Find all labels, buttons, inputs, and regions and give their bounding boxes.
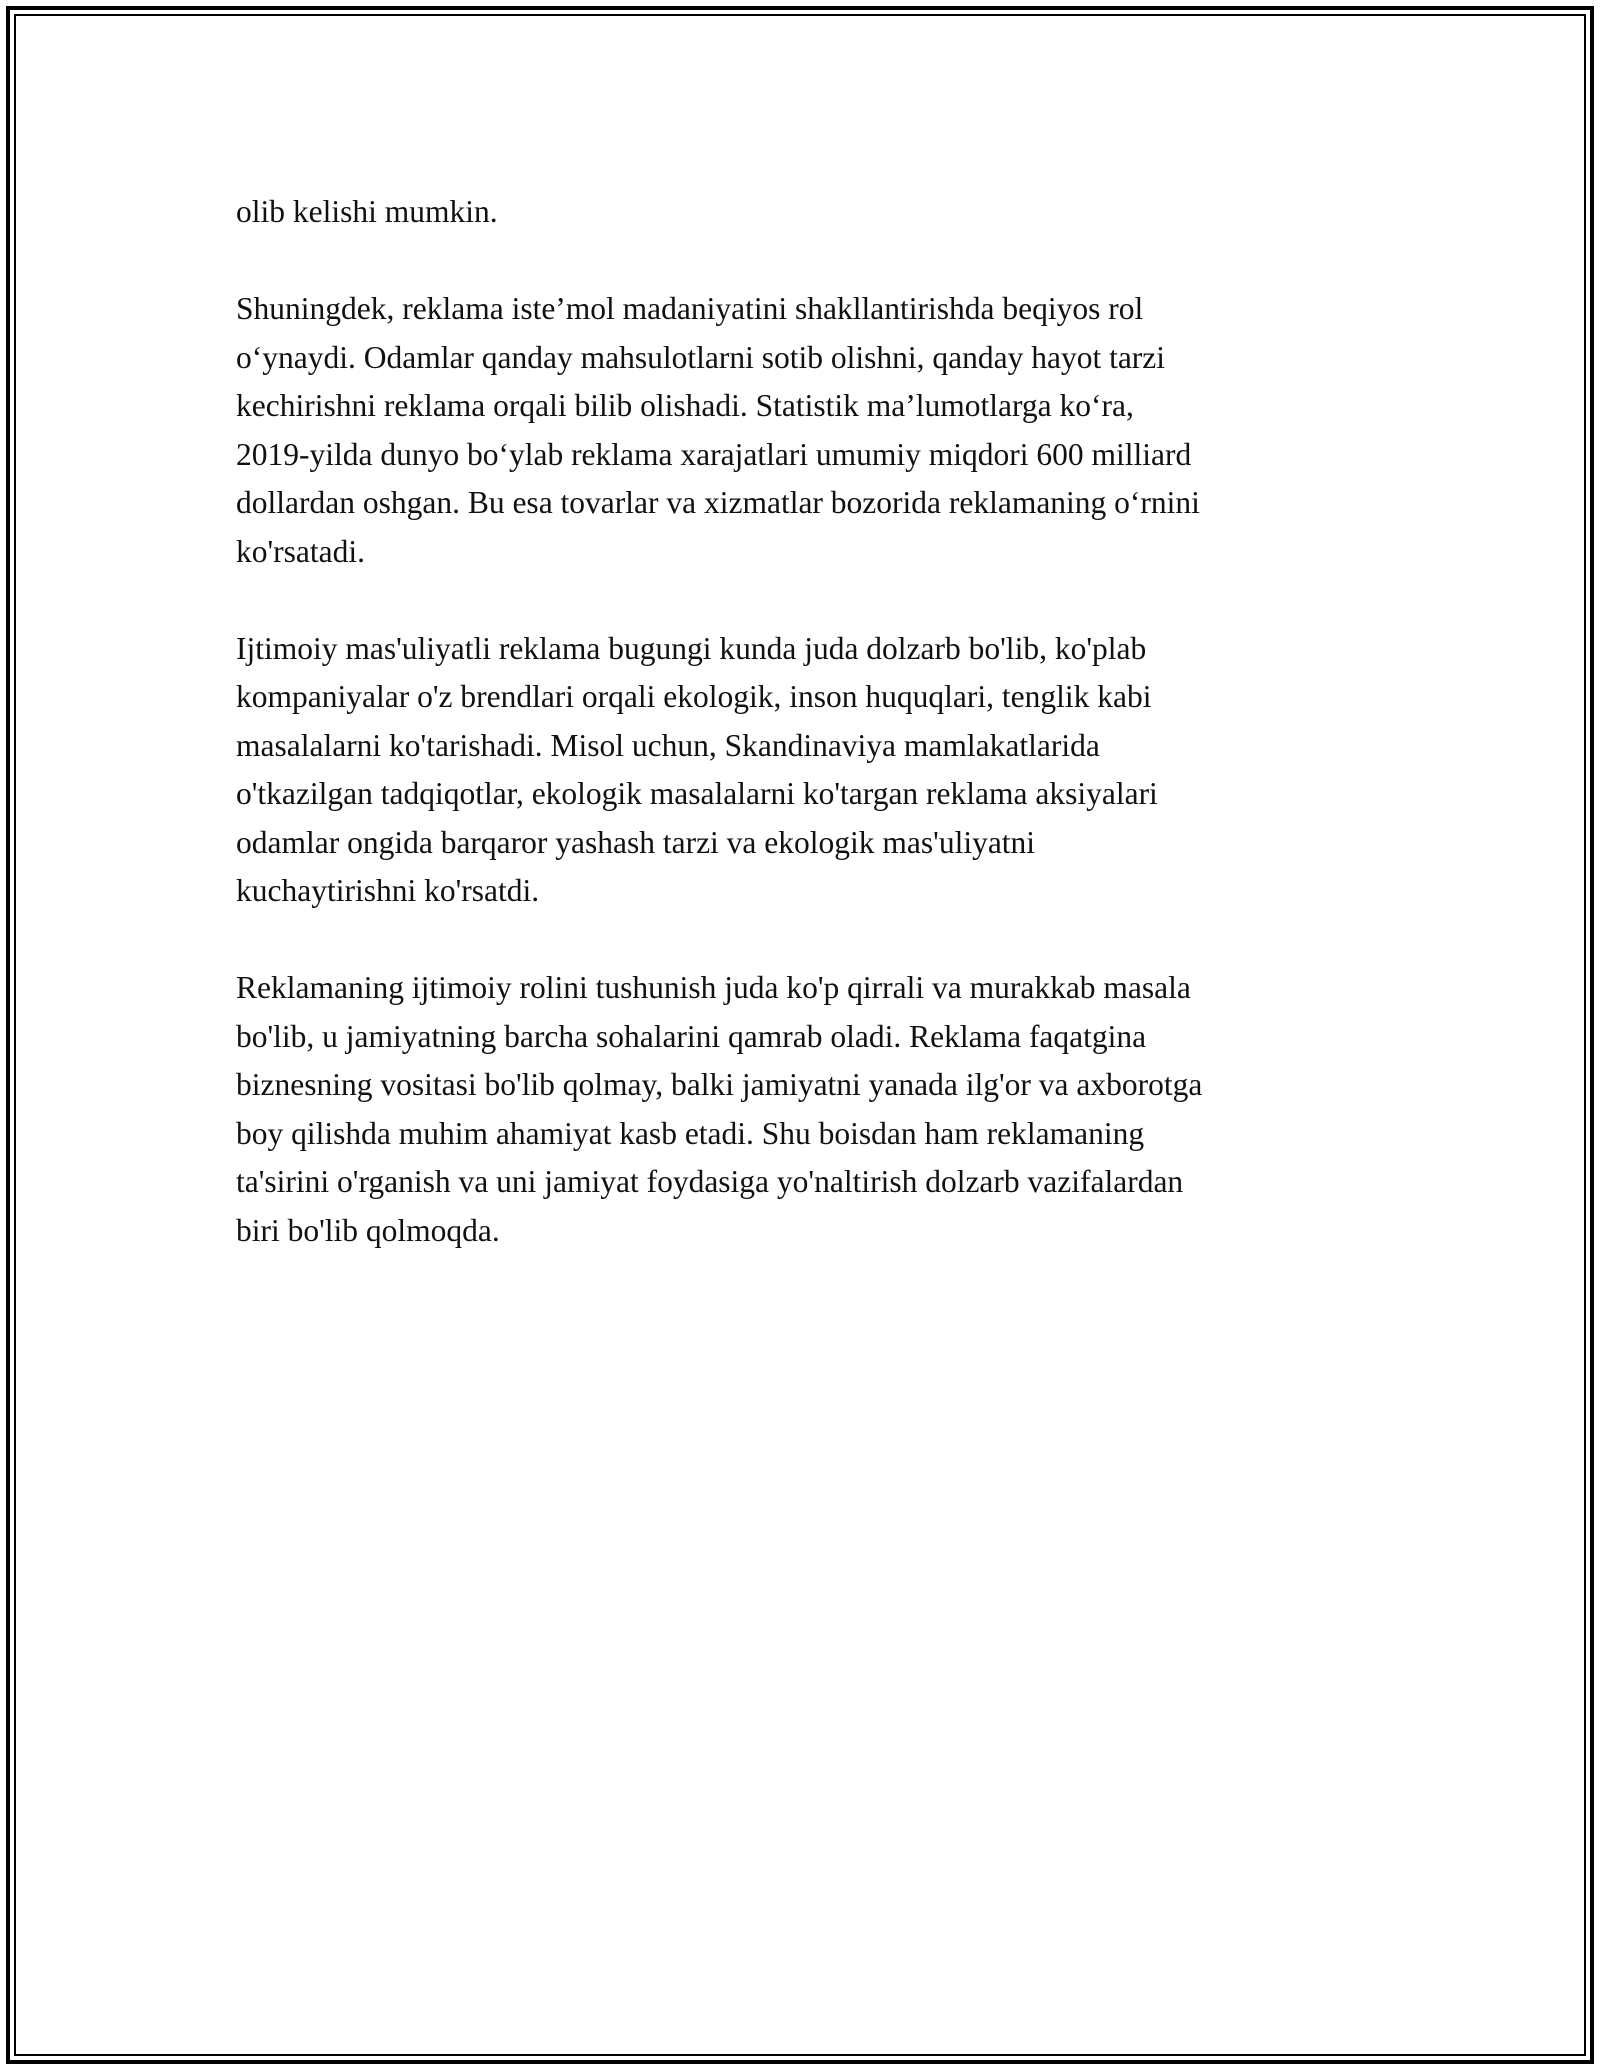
- text-line: Reklamaning ijtimoiy rolini tushunish juda ko'p qirrali va murakkab masala: [236, 970, 1191, 1005]
- text-line: kechirishni reklama orqali bilib olishadi. Statistik ma’lumotlarga ko‘ra,: [236, 388, 1134, 423]
- text-line: Shuningdek, reklama iste’mol madaniyatini shakllantirishda beqiyos rol: [236, 291, 1144, 326]
- text-line: olib kelishi mumkin.: [236, 194, 498, 229]
- text-line: 2019-yilda dunyo bo‘ylab reklama xarajatlari umumiy miqdori 600 milliard: [236, 436, 1192, 472]
- text-line: ko'rsatadi.: [236, 533, 366, 569]
- paragraph-4: [236, 964, 1376, 1255]
- text-line: masalalarni ko'tarishadi. Misol uchun, Skandinaviya mamlakatlarida: [236, 727, 1100, 763]
- text-line: odamlar ongida barqaror yashash tarzi va ekologik mas'uliyatni: [236, 824, 1036, 860]
- text-line: kuchaytirishni ko'rsatdi.: [236, 873, 540, 908]
- text-line: biznesning vositasi bo'lib qolmay, balki jamiyatni yanada ilg'or va axborotga: [236, 1067, 1203, 1102]
- text-line: o‘ynaydi. Odamlar qanday mahsulotlarni sotib olishni, qanday hayot tarzi: [236, 339, 1166, 375]
- document-body: [236, 188, 1376, 1255]
- paragraph-3: [236, 625, 1376, 916]
- text-line: bo'lib, u jamiyatning barcha sohalarini qamrab oladi. Reklama faqatgina: [236, 1018, 1147, 1054]
- paragraph-2: [236, 285, 1376, 576]
- paragraph-1: [236, 188, 1376, 237]
- text-line: o'tkazilgan tadqiqotlar, ekologik masalalarni ko'targan reklama aksiyalari: [236, 776, 1158, 811]
- text-line: dollardan oshgan. Bu esa tovarlar va xizmatlar bozorida reklamaning o‘rnini: [236, 485, 1200, 520]
- text-line: Ijtimoiy mas'uliyatli reklama bugungi kunda juda dolzarb bo'lib, ko'plab: [236, 630, 1147, 666]
- text-line: boy qilishda muhim ahamiyat kasb etadi. Shu boisdan ham reklamaning: [236, 1115, 1145, 1151]
- text-line: kompaniyalar o'z brendlari orqali ekologik, inson huquqlari, tenglik kabi: [236, 679, 1152, 714]
- text-line: biri bo'lib qolmoqda.: [236, 1212, 500, 1248]
- text-line: ta'sirini o'rganish va uni jamiyat foydasiga yo'naltirish dolzarb vazifalardan: [236, 1164, 1184, 1199]
